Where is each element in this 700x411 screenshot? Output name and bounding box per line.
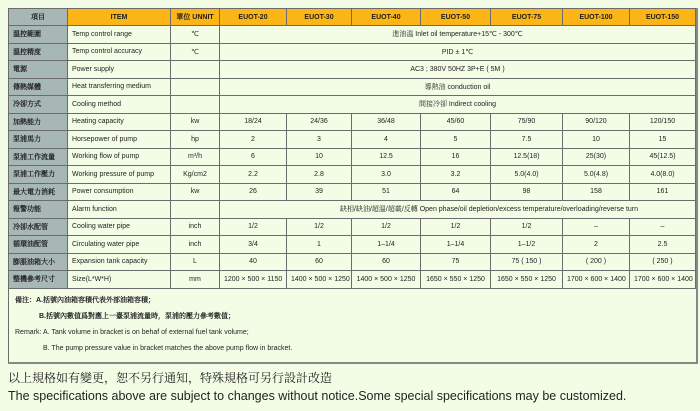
row-value: ( 250 )	[630, 253, 696, 271]
row-unit: L	[171, 253, 220, 271]
row-label-cn: 冷卻水配管	[9, 218, 68, 236]
row-value: 25(30)	[563, 148, 630, 166]
row-label-cn: 加熱能力	[9, 113, 68, 131]
row-label-cn: 膨脹油箱大小	[9, 253, 68, 271]
header-unit: 單位 UNNIT	[171, 9, 220, 26]
row-value: 10	[287, 148, 352, 166]
row-value: 1650 × 550 × 1250	[491, 271, 563, 289]
row-value: 15	[630, 131, 696, 149]
remarks-section	[8, 289, 696, 362]
row-unit	[171, 201, 220, 219]
row-value: 5	[421, 131, 491, 149]
table-row	[9, 96, 696, 114]
table-row	[9, 236, 696, 254]
row-label-cn: 最大電力消耗	[9, 183, 68, 201]
row-unit: kw	[171, 113, 220, 131]
row-unit: inch	[171, 218, 220, 236]
row-unit: inch	[171, 236, 220, 254]
row-value: 51	[352, 183, 421, 201]
header-model: EUOT-50	[421, 9, 491, 26]
row-value: 75 ( 150 )	[491, 253, 563, 271]
header-model: EUOT-40	[352, 9, 421, 26]
footer-notice-cn: 以上規格如有變更，恕不另行通知，特殊規格可另行設計改造	[8, 371, 333, 385]
row-label-en: Expansion tank capacity	[68, 253, 171, 271]
row-unit: mm	[171, 271, 220, 289]
row-value: 98	[491, 183, 563, 201]
table-row	[9, 201, 696, 219]
row-value: 75/90	[491, 113, 563, 131]
row-value: 60	[352, 253, 421, 271]
row-value: 64	[421, 183, 491, 201]
row-label-cn: 溫控範圍	[9, 26, 68, 44]
spec-table-container	[8, 8, 698, 364]
row-label-en: Alarm function	[68, 201, 171, 219]
table-row	[9, 253, 696, 271]
row-label-en: Power supply	[68, 61, 171, 79]
row-value: 10	[563, 131, 630, 149]
row-value: 1–1/2	[491, 236, 563, 254]
table-row	[9, 271, 696, 289]
row-label-en: Size(L*W*H)	[68, 271, 171, 289]
row-value: 26	[220, 183, 287, 201]
row-value: 90/120	[563, 113, 630, 131]
row-unit: m³/h	[171, 148, 220, 166]
header-cn-item: 項目	[9, 9, 68, 26]
row-value: 39	[287, 183, 352, 201]
row-unit: Kg/cm2	[171, 166, 220, 184]
row-value: 1/2	[220, 218, 287, 236]
row-value: 1/2	[287, 218, 352, 236]
row-value: 2.5	[630, 236, 696, 254]
row-value: 1200 × 500 × 1150	[220, 271, 287, 289]
row-label-cn: 冷卻方式	[9, 96, 68, 114]
table-row	[9, 218, 696, 236]
row-value: 1400 × 500 × 1250	[287, 271, 352, 289]
row-unit	[171, 78, 220, 96]
footer-notice-en: The specifications above are subject to changes without notice.Some special specifications may be customized.	[8, 389, 627, 403]
spec-table	[8, 8, 696, 289]
row-value: 2	[563, 236, 630, 254]
row-value: 1400 × 500 × 1250	[352, 271, 421, 289]
row-value-span: AC3 ; 380V 50HZ 3P+E ( 5M )	[220, 61, 696, 79]
row-value: 75	[421, 253, 491, 271]
row-value: 120/150	[630, 113, 696, 131]
row-unit: hp	[171, 131, 220, 149]
row-value: 7.5	[491, 131, 563, 149]
row-label-en: Horsepower of pump	[68, 131, 171, 149]
row-label-cn: 傳熱媒體	[9, 78, 68, 96]
row-value: 1	[287, 236, 352, 254]
header-model: EUOT-150	[630, 9, 696, 26]
row-unit: ℃	[171, 43, 220, 61]
row-value-span: 導熱油 conduction oil	[220, 78, 696, 96]
table-row	[9, 61, 696, 79]
row-label-en: Circulating water pipe	[68, 236, 171, 254]
row-label-en: Temp control range	[68, 26, 171, 44]
row-value: 60	[287, 253, 352, 271]
table-row	[9, 166, 696, 184]
remark-cn-b: B.括號內數值爲對應上一臺泵浦流量時，泵浦的壓力參考數值；	[39, 312, 235, 320]
header-model: EUOT-20	[220, 9, 287, 26]
row-value: 1/2	[491, 218, 563, 236]
row-label-en: Power consumption	[68, 183, 171, 201]
row-value: ( 200 )	[563, 253, 630, 271]
row-value: 1700 × 600 × 1400	[630, 271, 696, 289]
row-label-en: Heating capacity	[68, 113, 171, 131]
row-value: 158	[563, 183, 630, 201]
remark-en-b: B. The pump pressure value in bracket matches the above pump flow in bracket.	[43, 344, 293, 352]
table-row	[9, 43, 696, 61]
row-value: 1/2	[352, 218, 421, 236]
row-label-cn: 報警功能	[9, 201, 68, 219]
row-label-en: Cooling method	[68, 96, 171, 114]
row-value: 16	[421, 148, 491, 166]
row-value: 45/60	[421, 113, 491, 131]
header-item: ITEM	[68, 9, 171, 26]
row-label-en: Cooling water pipe	[68, 218, 171, 236]
row-label-en: Temp control accuracy	[68, 43, 171, 61]
row-value: 5.0(4.0)	[491, 166, 563, 184]
table-row	[9, 113, 696, 131]
row-value: 12.5(18)	[491, 148, 563, 166]
row-value: 5.0(4.8)	[563, 166, 630, 184]
row-value: 1650 × 550 × 1250	[421, 271, 491, 289]
table-row	[9, 148, 696, 166]
row-value: 1–1/4	[352, 236, 421, 254]
row-label-cn: 整機參考尺寸	[9, 271, 68, 289]
row-value: 3	[287, 131, 352, 149]
row-unit: kw	[171, 183, 220, 201]
row-value-span: 缺相/缺油/超溫/超載/反轉 Open phase/oil depletion/excess temperature/overloading/reverse turn	[220, 201, 696, 219]
row-value: 1–1/4	[421, 236, 491, 254]
row-value: –	[630, 218, 696, 236]
row-value-span: 間接冷卻 Indirect cooling	[220, 96, 696, 114]
row-value: 3.2	[421, 166, 491, 184]
row-value: 12.5	[352, 148, 421, 166]
row-label-cn: 泵浦馬力	[9, 131, 68, 149]
row-label-cn: 泵浦工作壓力	[9, 166, 68, 184]
row-value: –	[563, 218, 630, 236]
header-model: EUOT-100	[563, 9, 630, 26]
row-value: 45(12.5)	[630, 148, 696, 166]
row-unit	[171, 61, 220, 79]
row-value: 3.0	[352, 166, 421, 184]
header-model: EUOT-30	[287, 9, 352, 26]
row-value: 2	[220, 131, 287, 149]
row-value: 1/2	[421, 218, 491, 236]
table-row	[9, 183, 696, 201]
header-model: EUOT-75	[491, 9, 563, 26]
table-row	[9, 78, 696, 96]
remark-cn-a: 備注：A.括號內油箱容積代表外部油箱容積；	[15, 296, 155, 304]
row-value: 4.0(8.0)	[630, 166, 696, 184]
remark-en-a: Remark: A. Tank volume in bracket is on behaf of external fuel tank volume;	[15, 328, 249, 336]
row-value: 18/24	[220, 113, 287, 131]
row-value-span: 進油溫 Inlet oil temperature+15℃ - 300℃	[220, 26, 696, 44]
row-value: 3/4	[220, 236, 287, 254]
row-value: 2.8	[287, 166, 352, 184]
row-value: 6	[220, 148, 287, 166]
row-value-span: PID ± 1℃	[220, 43, 696, 61]
row-label-en: Heat transferring medium	[68, 78, 171, 96]
table-row	[9, 131, 696, 149]
row-value: 2.2	[220, 166, 287, 184]
row-label-en: Working flow of pump	[68, 148, 171, 166]
row-value: 36/48	[352, 113, 421, 131]
row-unit: ℃	[171, 26, 220, 44]
row-value: 40	[220, 253, 287, 271]
row-unit	[171, 96, 220, 114]
row-value: 4	[352, 131, 421, 149]
row-value: 24/36	[287, 113, 352, 131]
row-label-en: Working pressure of pump	[68, 166, 171, 184]
row-value: 1700 × 600 × 1400	[563, 271, 630, 289]
row-value: 161	[630, 183, 696, 201]
row-label-cn: 溫控精度	[9, 43, 68, 61]
table-row	[9, 26, 696, 44]
row-label-cn: 循環油配管	[9, 236, 68, 254]
row-label-cn: 泵浦工作流量	[9, 148, 68, 166]
row-label-cn: 電源	[9, 61, 68, 79]
header-row	[9, 9, 696, 26]
